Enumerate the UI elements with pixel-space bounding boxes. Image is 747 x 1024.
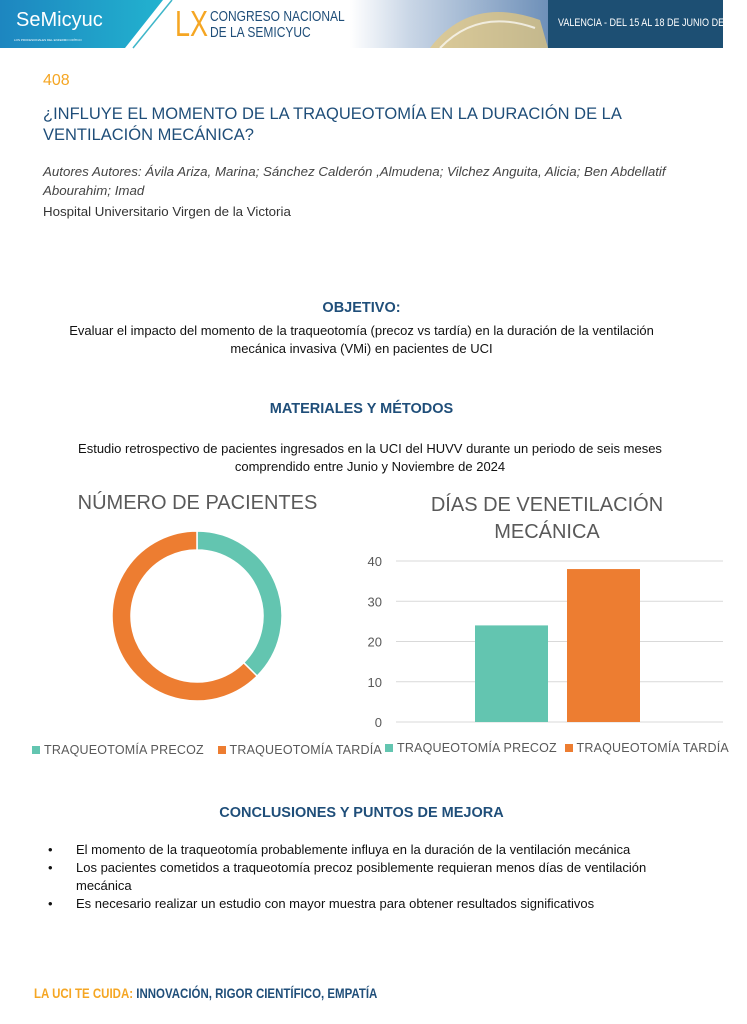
- legend-swatch-tardia: [565, 744, 573, 752]
- legend-label-precoz: TRAQUEOTOMÍA PRECOZ: [397, 741, 557, 755]
- abstract-number: 408: [43, 72, 70, 89]
- conclusion-item: • El momento de la traqueotomía probablemente influya en la duración de la ventilación mecánica: [36, 841, 686, 859]
- methods-heading: MATERIALES Y MÉTODOS: [269, 401, 454, 417]
- bar-legend: [385, 741, 729, 755]
- conclusions-heading: CONCLUSIONES Y PUNTOS DE MEJORA: [219, 805, 504, 821]
- slogan-rest: INNOVACIÓN, RIGOR CIENTÍFICO, EMPATÍA: [136, 985, 378, 1001]
- objective-text: Evaluar el impacto del momento de la traqueotomía (precoz vs tardía) en la duración de la ventilación mecánica invasiva (VMi) en pacientes de UCI: [69, 323, 654, 356]
- legend-swatch-precoz: [32, 746, 40, 754]
- legend-swatch-tardia: [218, 746, 226, 754]
- donut-chart: [100, 518, 295, 713]
- abstract-title: ¿INFLUYE EL MOMENTO DE LA TRAQUEOTOMÍA EN LA DURACIÓN DE LA VENTILACIÓN MECÁNICA?: [43, 105, 621, 144]
- legend-swatch-precoz: [385, 744, 393, 752]
- logo-tagline: LOS PROFESIONALES DEL ENFERMO CRÍTICO: [14, 38, 82, 42]
- legend-label-tardia: TRAQUEOTOMÍA TARDÍA: [229, 743, 382, 757]
- congress-numeral: LX: [175, 3, 209, 44]
- congress-line-2: DE LA SEMICYUC: [210, 24, 311, 41]
- location-dates: VALENCIA - DEL 15 AL 18 DE JUNIO DE 2025: [558, 17, 747, 29]
- bar-precoz: [475, 625, 548, 722]
- objective-heading: OBJETIVO:: [322, 300, 401, 316]
- donut-slice-precoz: [197, 531, 282, 676]
- methods-text: Estudio retrospectivo de pacientes ingresados en la UCI del HUVV durante un periodo de seis meses comprendido entre Junio y Noviembre de 2024: [78, 441, 662, 474]
- semicyuc-logo: SeMicyuc: [16, 9, 103, 31]
- conclusions-list: [36, 841, 686, 913]
- y-tick-label: 40: [367, 554, 382, 569]
- legend-label-precoz: TRAQUEOTOMÍA PRECOZ: [44, 743, 204, 757]
- bar-chart-title-line-1: DÍAS DE VENETILACIÓN: [430, 494, 664, 516]
- y-tick-label: 20: [367, 634, 382, 650]
- congress-name: [210, 9, 345, 41]
- donut-legend: [32, 743, 382, 757]
- authors: Autores Autores: Ávila Ariza, Marina; Sánchez Calderón ,Almudena; Vilchez Anguita, Alicia; Ben Abdellatif Abourahim; Imad: [43, 164, 666, 198]
- footer-slogan: [34, 985, 377, 1001]
- slogan-lead: LA UCI TE CUIDA:: [34, 985, 134, 1001]
- bar-chart-title-line-2: MECÁNICA: [494, 521, 600, 543]
- header-banner: [0, 0, 747, 48]
- donut-chart-title: NÚMERO DE PACIENTES: [77, 492, 318, 514]
- y-tick-label: 0: [374, 715, 382, 730]
- bar-chart-title: [372, 492, 722, 546]
- affiliation: Hospital Universitario Virgen de la Victoria: [43, 204, 291, 219]
- bar-chart: [360, 545, 723, 735]
- y-tick-label: 10: [367, 674, 382, 690]
- legend-label-tardia: TRAQUEOTOMÍA TARDÍA: [576, 741, 729, 755]
- conclusion-item: • Los pacientes cometidos a traqueotomía precoz posiblemente requieran menos días de ventilación mecánica: [36, 859, 686, 895]
- y-tick-label: 30: [367, 594, 382, 610]
- congress-line-1: CONGRESO NACIONAL: [210, 8, 345, 25]
- conclusion-item: • Es necesario realizar un estudio con mayor muestra para obtener resultados significativos: [36, 895, 686, 913]
- bar-tardia: [567, 569, 640, 722]
